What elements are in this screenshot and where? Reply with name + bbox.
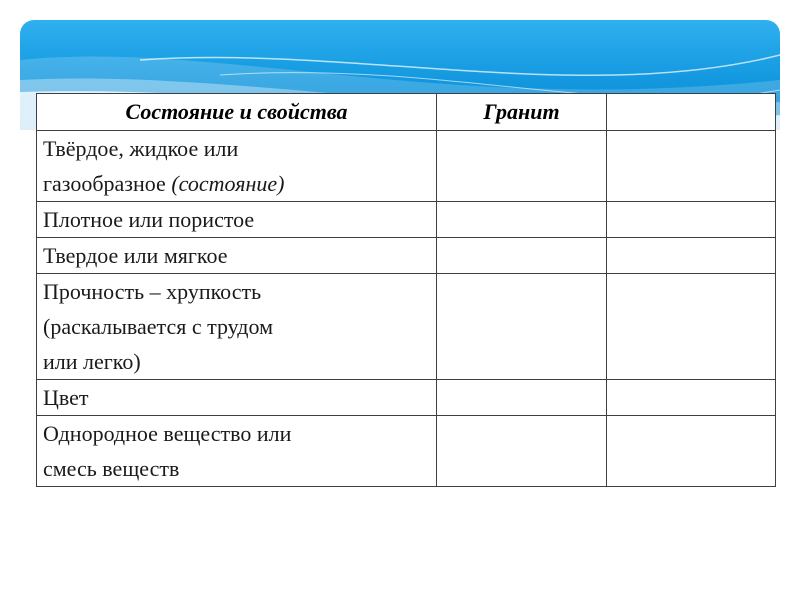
header-granite: Гранит xyxy=(437,94,607,131)
table-row xyxy=(37,380,776,416)
row-label-strength xyxy=(37,274,437,380)
row-label-density: Плотное или пористое xyxy=(37,202,437,238)
granite-cell[interactable] xyxy=(437,380,607,416)
properties-table xyxy=(36,93,776,487)
row-text-line: Прочность – хрупкость xyxy=(43,279,262,304)
header-empty xyxy=(607,94,776,131)
granite-cell[interactable] xyxy=(437,238,607,274)
row-text-line: Однородное вещество или xyxy=(43,421,292,446)
granite-cell[interactable] xyxy=(437,131,607,202)
table-row xyxy=(37,274,776,380)
granite-cell[interactable] xyxy=(437,416,607,487)
row-text-line: или легко) xyxy=(43,349,141,374)
empty-cell[interactable] xyxy=(607,202,776,238)
empty-cell[interactable] xyxy=(607,416,776,487)
row-label-state xyxy=(37,131,437,202)
row-label-hardness: Твердое или мягкое xyxy=(37,238,437,274)
row-text-line: (раскалывается с трудом xyxy=(43,314,273,339)
table-row xyxy=(37,131,776,202)
granite-cell[interactable] xyxy=(437,202,607,238)
empty-cell[interactable] xyxy=(607,238,776,274)
empty-cell[interactable] xyxy=(607,131,776,202)
row-text-line: Твёрдое, жидкое или xyxy=(43,136,239,161)
row-text-italic: (состояние) xyxy=(171,171,285,196)
header-state-properties: Состояние и свойства xyxy=(37,94,437,131)
table-header-row xyxy=(37,94,776,131)
row-label-color: Цвет xyxy=(37,380,437,416)
row-text-line: газообразное xyxy=(43,171,172,196)
granite-cell[interactable] xyxy=(437,274,607,380)
empty-cell[interactable] xyxy=(607,380,776,416)
row-text-line: смесь веществ xyxy=(43,456,180,481)
table-row xyxy=(37,238,776,274)
table-row xyxy=(37,202,776,238)
table-row xyxy=(37,416,776,487)
empty-cell[interactable] xyxy=(607,274,776,380)
row-label-homogeneity xyxy=(37,416,437,487)
